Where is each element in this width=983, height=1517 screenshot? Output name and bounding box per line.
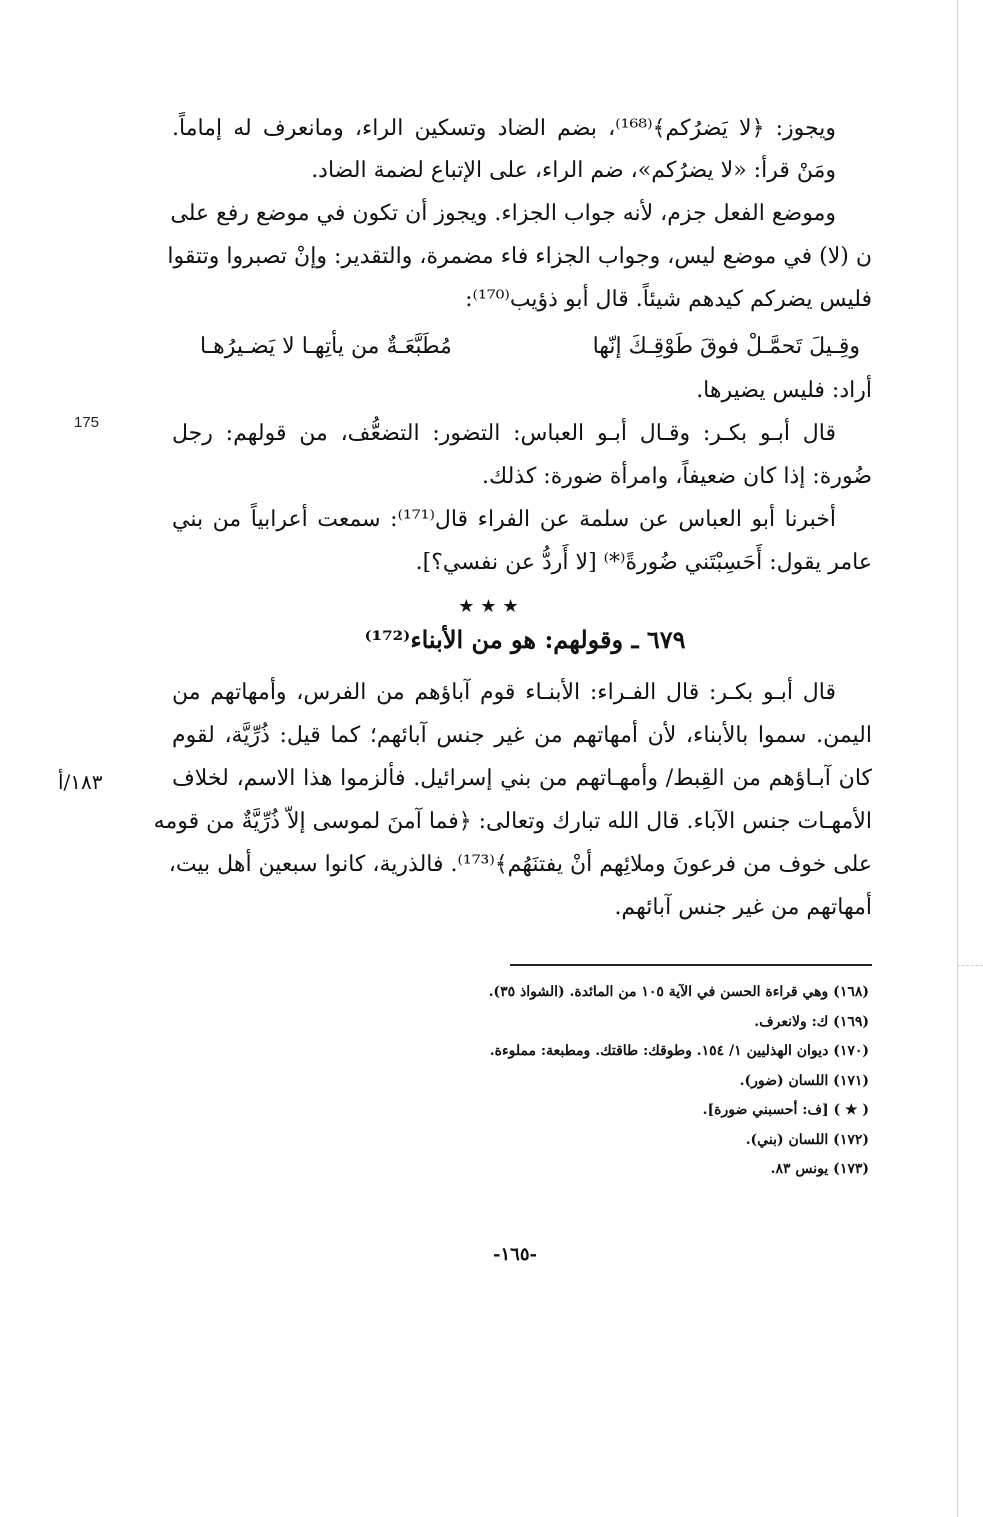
text-line: عامر يقول: أَحَسِبْتَني ضُورةً⁽*⁾ [لا أَردُّ عن نفسي؟]. — [415, 550, 872, 575]
footnote-rule — [510, 964, 872, 966]
text-line: الأمهـات جنس الآباء. قال الله تبارك وتعالى: ﴿فما آمنَ لموسى إلاّ ذُرِّيَّةٌ من قومه — [153, 809, 872, 834]
manuscript-page-number: 175 — [74, 414, 100, 431]
footnotes — [489, 978, 869, 1185]
text-line: ن (لا) في موضع ليس، وجواب الجزاء فاء مضمرة، والتقدير: وإنْ تصبروا وتتقوا — [167, 244, 872, 269]
text-line: فليس يضركم كيدهم شيئاً. قال أبو ذؤيب⁽¹⁷⁰⁾: — [465, 287, 872, 312]
poetry-verse — [200, 334, 860, 359]
text-line: قال أبـو بكـر: وقـال أبـو العباس: التضور: التضعُّف، من قولهم: رجل — [172, 421, 836, 446]
scan-edge-mark — [957, 965, 983, 966]
footnote-item: (١٧٢) اللسان (بني). — [745, 1131, 869, 1148]
text-line: ضُورة: إذا كان ضعيفاً، وامرأة ضورة: كذلك. — [482, 464, 872, 489]
verse-second-hemistich: مُطَبَّعَـةٌ من يأتِهـا لا يَضـيرُهـا — [200, 334, 452, 359]
page-number: -١٦٥- — [493, 1244, 537, 1265]
footnote-item: (١٦٩) ك: ولانعرف. — [754, 1013, 869, 1030]
scan-edge-line — [957, 0, 958, 1517]
text-line: أراد: فليس يضيرها. — [696, 378, 872, 403]
footnote-item: ( ★ ) [ف: أحسبني ضورة]. — [702, 1102, 869, 1118]
text-line: قال أبـو بكـر: قال الفـراء: الأبنـاء قوم آباؤهم من الفرس، وأمهاتهم من — [172, 680, 836, 705]
section-separator: ★★★ — [458, 596, 525, 617]
entry-heading: ٦٧٩ ـ وقولهم: هو من الأبناء⁽¹⁷²⁾ — [364, 625, 686, 654]
footnote-item: (١٧٣) يونس ٨٣. — [770, 1161, 869, 1177]
text-line: ومَنْ قرأ: «لا يضرُكم»، ضم الراء، على الإتباع لضمة الضاد. — [311, 158, 836, 183]
manuscript-folio-ref: ١٨٣/أ — [58, 770, 103, 794]
text-line: أخبرنا أبو العباس عن سلمة عن الفراء قال⁽¹⁷¹⁾: سمعت أعرابياً من بني — [172, 507, 836, 532]
text-line: ويجوز: ﴿لا يَضرُكم﴾⁽¹⁶⁸⁾، بضم الضاد وتسكين الراء، ومانعرف له إماماً. — [172, 116, 836, 141]
text-line: أمهاتهم من غير جنس آبائهم. — [614, 895, 872, 920]
footnote-item: (١٦٨) وهي قراءة الحسن في الآية ١٠٥ من المائدة. (الشواذ ٣٥). — [488, 984, 869, 1000]
text-line: وموضع الفعل جزم، لأنه جواب الجزاء. ويجوز أن تكون في موضع رفع على — [170, 201, 836, 226]
text-line: كان آبـاؤهم من القِبط/ وأمهـاتهم من بني إسرائيل. فألزموا هذا الاسم، لخلاف — [172, 766, 872, 791]
text-line: على خوف من فرعونَ وملائِهم أنْ يفتنَهُم﴾⁽¹⁷³⁾. فالذرية، كانوا سبعين أهل بيت، — [168, 852, 872, 877]
footnote-item: (١٧٠) ديوان الهذليين ١/ ١٥٤. وطوقك: طاقتك. ومطبعة: مملوءة. — [489, 1043, 869, 1059]
text-line: اليمن. سموا بالأبناء، لأن أمهاتهم من غير جنس آبائهم؛ كما قيل: ذُرِّيَّة، لقوم — [172, 723, 872, 748]
verse-first-hemistich: وقِـيلَ تَحمَّـلْ فوقَ طَوْقِـكَ إنّها — [592, 334, 860, 359]
footnote-item: (١٧١) اللسان (ضور). — [739, 1072, 869, 1089]
